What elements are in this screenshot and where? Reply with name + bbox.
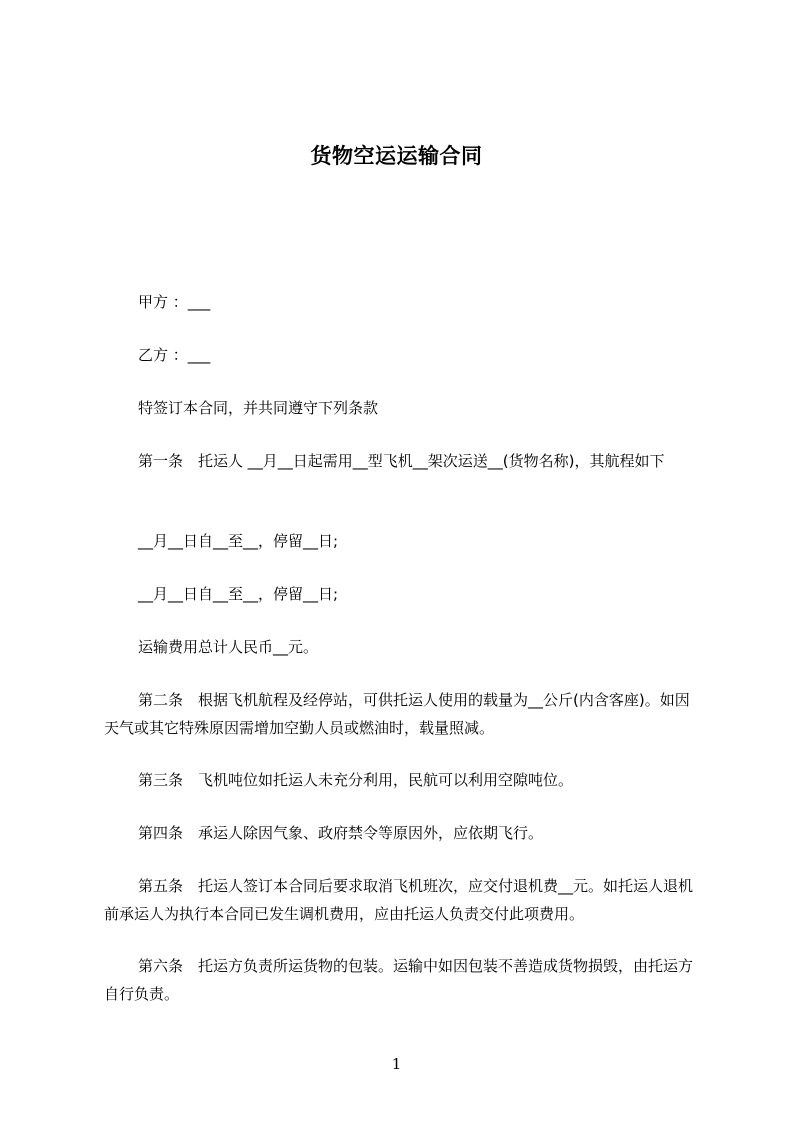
agreement-intro: 特签订本合同，并共同遵守下列条款: [138, 399, 379, 417]
article-6: 第六条 托运方负责所运货物的包装。运输中如因包装不善造成货物损毁，由托运方自行负责。: [104, 957, 694, 1003]
total-fee-line: 运输费用总计人民币__元。: [138, 638, 319, 656]
article-3: 第三条 飞机吨位如托运人未充分利用，民航可以利用空隙吨位。: [138, 771, 574, 789]
document-title: 货物空运运输合同: [310, 144, 483, 168]
article-4: 第四条 承运人除因气象、政府禁令等原因外，应依期飞行。: [138, 824, 544, 842]
party-b-line: 乙方 ：___: [138, 346, 211, 364]
article-2: 第二条 根据飞机航程及经停站，可供托运人使用的载量为__公斤(内含客座)。如因天气或其它特殊原因需增加空勤人员或燃油时，载量照减。: [104, 691, 690, 737]
article-1: 第一条 托运人 __月__日起需用__型飞机__架次运送__(货物名称)，其航程如下: [138, 452, 665, 470]
article-5: 第五条 托运人签订本合同后要求取消飞机班次，应交付退机费__元。如托运人退机前承运人为执行本合同已发生调机费用，应由托运人负责交付此项费用。: [104, 877, 694, 923]
party-a-line: 甲方 ：___: [138, 293, 211, 311]
itinerary-line-2: __月__日自__至__，停留__日;: [138, 585, 339, 603]
page-number: 1: [391, 1055, 402, 1073]
itinerary-line-1: __月__日自__至__，停留__日;: [138, 532, 339, 550]
